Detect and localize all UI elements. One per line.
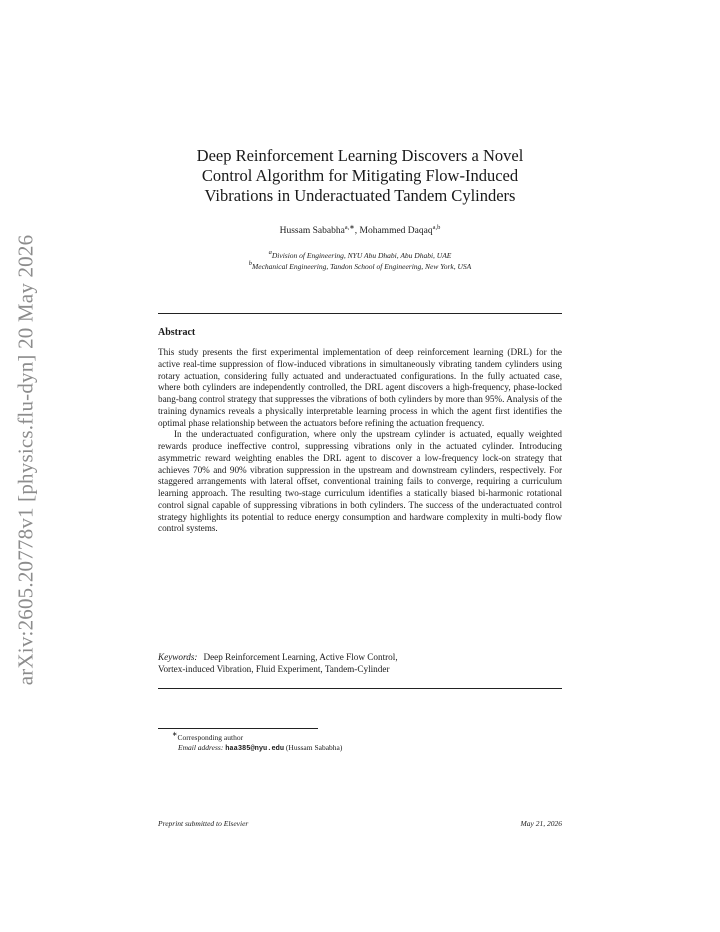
author-affiliation-marks: a,b <box>432 224 441 231</box>
arxiv-id-text: arXiv:2605.20778v1 [physics.flu-dyn] 20 May 2026 <box>13 234 38 686</box>
keywords-label: Keywords: <box>158 652 198 662</box>
keywords-text: Deep Reinforcement Learning, Active Flow Control, <box>203 652 398 662</box>
abstract-bottom-rule <box>158 688 562 689</box>
corresponding-author-text: Corresponding author <box>177 733 244 742</box>
paper-title <box>158 146 562 206</box>
author-name: Mohammed Daqaq <box>359 226 433 236</box>
email-note <box>172 743 342 754</box>
corresponding-author-note <box>172 733 342 743</box>
affiliations <box>158 250 562 272</box>
email-label: Email address: <box>178 743 224 752</box>
keywords <box>158 651 562 675</box>
footnote-rule <box>158 728 318 729</box>
title-line-1: Deep Reinforcement Learning Discovers a Novel <box>196 146 524 165</box>
email-owner: (Hussam Sababha) <box>285 743 343 752</box>
title-line-3: Vibrations in Underactuated Tandem Cylinders <box>204 186 516 205</box>
affiliation-b <box>158 261 562 272</box>
author-list <box>158 226 562 236</box>
title-line-2: Control Algorithm for Mitigating Flow-Induced <box>201 166 519 185</box>
email-address: haa385@nyu.edu <box>225 745 285 753</box>
arxiv-identifier-stamp <box>13 234 38 686</box>
author-affiliation-marks: a,∗ <box>344 224 355 231</box>
preprint-date: May 21, 2026 <box>520 819 562 828</box>
affiliation-text: Division of Engineering, NYU Abu Dhabi, Abu Dhabi, UAE <box>271 251 452 260</box>
abstract-paragraph-1: This study presents the first experimental implementation of deep reinforcement learning (DRL) for the active real-time suppression of flow-induced vibrations in simultaneously vibrating tandem cylinders using rotary actuation, considering fully actuated and underactuated configurations. In the fully actuated case, where both cylinders are independently controlled, the DRL agent discovers a high-frequency, phase-locked bang-bang control strategy that suppresses the vibrations of both cylinders by more than 95%. Analysis of the training dynamics reveals a physically interpretable learning process in which the agent first identifies the optimal phase relationship between the actuators before refining the actuation frequency. <box>158 347 562 428</box>
affiliation-a <box>158 250 562 261</box>
author-separator: , <box>354 226 360 236</box>
abstract-body <box>158 347 562 535</box>
footnote <box>172 733 342 754</box>
preprint-note: Preprint submitted to Elsevier <box>158 819 249 828</box>
keywords-line-2: Vortex-induced Vibration, Fluid Experiment, Tandem-Cylinder <box>158 664 390 674</box>
affiliation-mark: a <box>268 249 272 256</box>
footnote-mark: ∗ <box>172 731 178 738</box>
author-name: Hussam Sababha <box>279 226 345 236</box>
abstract-top-rule <box>158 313 562 314</box>
keywords-line-1 <box>158 651 562 663</box>
affiliation-mark: b <box>248 260 253 267</box>
affiliation-text: Mechanical Engineering, Tandon School of Engineering, New York, USA <box>252 262 472 271</box>
abstract-heading: Abstract <box>158 327 196 338</box>
abstract-paragraph-2: In the underactuated configuration, where only the upstream cylinder is actuated, equally weighted rewards produce ineffective control, suppressing vibrations only in the actuated cylinder. Introducing asymmetric reward weighting enables the DRL agent to discover a low-frequency lock-on strategy that achieves 70% and 90% vibration suppression in the upstream and downstream cylinders, respectively. For staggered arrangements with lateral offset, conventional training fails to converge, requiring a curriculum learning approach. The resulting two-stage curriculum identifies a statically biased bi-harmonic rotational control signal capable of suppressing vibrations in both cylinders. The success of the underactuated control strategy highlights its potential to reduce energy consumption and hardware complexity in multi-body flow control systems. <box>158 429 562 534</box>
